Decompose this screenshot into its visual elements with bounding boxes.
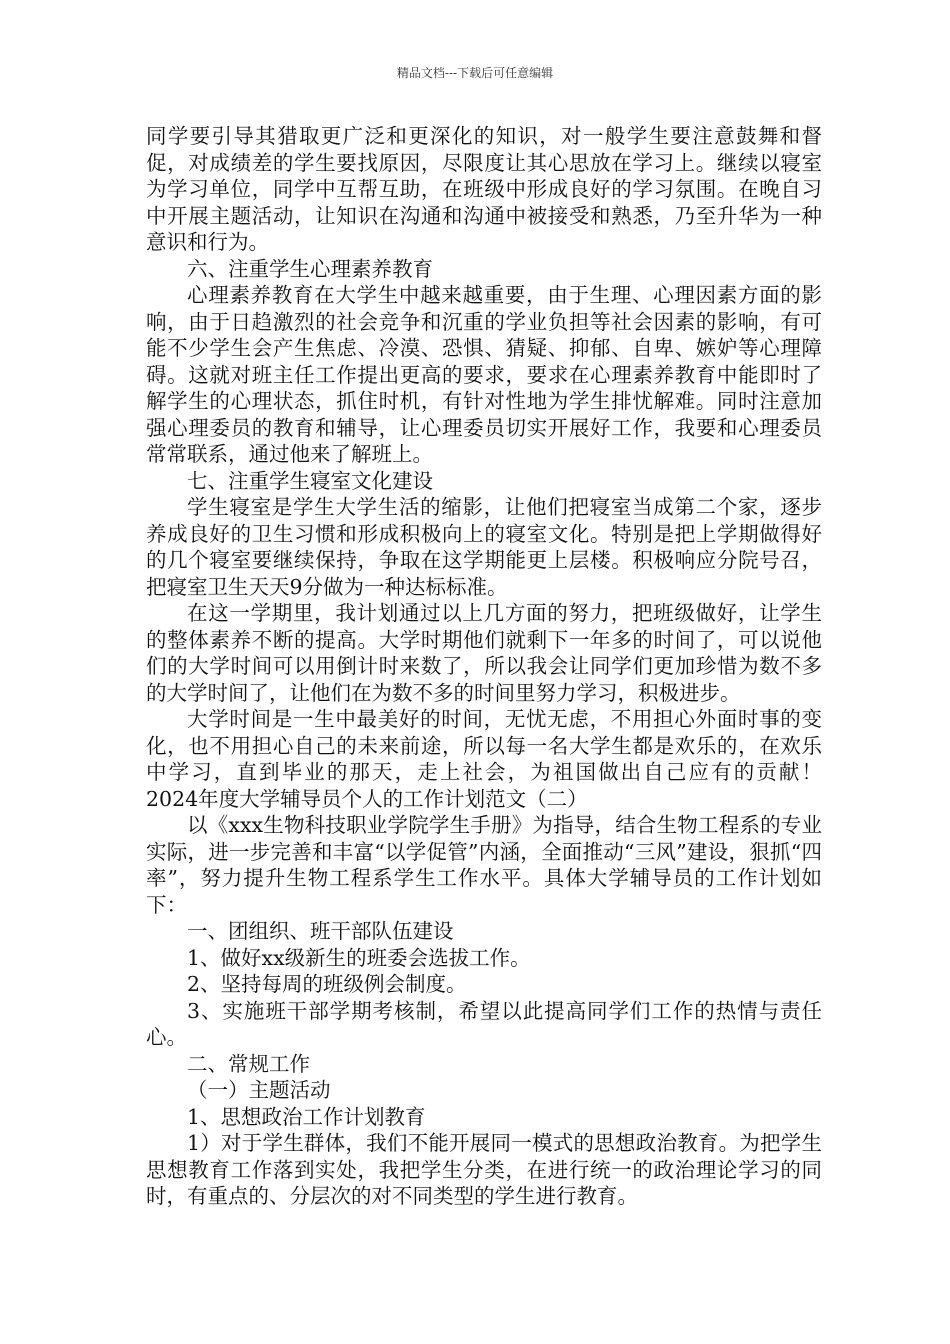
section-heading: 二、常规工作 (187, 1051, 310, 1076)
paragraph: 1）对于学生群体，我们不能开展同一模式的思想政治教育。为把学生思想教育工作落到实处，我把学生分类，在进行统一的政治理论学习的同时，有重点的、分层次的对不同类型的学生进行教育。 (146, 1131, 822, 1208)
document-body (146, 123, 884, 1210)
paragraph: 学生寝室是学生大学生活的缩影，让他们把寝室当成第二个家，逐步养成良好的卫生习惯和形成积极向上的寝室文化。特别是把上学期做得好的几个寝室要继续保持，争取在这学期能更上层楼。积极响应分院号召，把寝室卫生天天9分做为一种达标标准。 (146, 495, 822, 599)
subsection-heading: 1、思想政治工作计划教育 (187, 1104, 426, 1129)
page-header: 精品文档---下载后可任意编辑 (396, 66, 554, 80)
subsection-heading: （一）主题活动 (187, 1078, 331, 1102)
section-heading: 六、注重学生心理素养教育 (187, 256, 433, 281)
paragraph: 同学要引导其猎取更广泛和更深化的知识，对一般学生要注意鼓舞和督促，对成绩差的学生要找原因，尽限度让其心思放在学习上。继续以寝室为学习单位，同学中互帮互助，在班级中形成良好的学习氛围。在晚自习中开展主题活动，让知识在沟通和沟通中被接受和熟悉，乃至升华为一种意识和行为。 (146, 124, 822, 254)
list-item: 1、做好xx级新生的班委会选拔工作。 (187, 945, 531, 970)
list-item: 2、坚持每周的班级例会制度。 (187, 972, 467, 996)
section-heading: 一、团组织、班干部队伍建设 (187, 919, 454, 943)
paragraph: 大学时间是一生中最美好的时间，无忧无虑，不用担心外面时事的变化，也不用担心自己的未来前途，所以每一名大学生都是欢乐的，在欢乐中学习，直到毕业的那天，走上社会，为祖国做出自己应有的贡献！ 2024年度大学辅导员个人的工作计划范文（二） (146, 707, 884, 811)
paragraph: 心理素养教育在大学生中越来越重要，由于生理、心理因素方面的影响，由于日趋激烈的社会竞争和沉重的学业负担等社会因素的影响，有可能不少学生会产生焦虑、冷漠、恐惧、猜疑、抑郁、自卑、嫉妒等心理障碍。这就对班主任工作提出更高的要求，要求在心理素养教育中能即时了解学生的心理状态，抓住时机，有针对性地为学生排忧解难。同时注意加强心理委员的教育和辅导，让心理委员切实开展好工作，我要和心理委员常常联系，通过他来了解班上。 (146, 283, 822, 466)
paragraph: 在这一学期里，我计划通过以上几方面的努力，把班级做好，让学生的整体素养不断的提高。大学时期他们就剩下一年多的时间了，可以说他们的大学时间可以用倒计时来数了，所以我会让同学们更加珍惜为数不多的大学时间了，让他们在为数不多的时间里努力学习，积极进步。 (146, 601, 822, 705)
list-item: 3、实施班干部学期考核制，希望以此提高同学们工作的热情与责任心。 (146, 998, 822, 1049)
section-heading: 七、注重学生寝室文化建设 (187, 468, 433, 493)
paragraph: 以《xxx生物科技职业学院学生手册》为指导，结合生物工程系的专业实际，进一步完善和丰富“以学促管”内涵，全面推动“三风”建设，狠抓“四率”，努力提升生物工程系学生工作水平。具体大学辅导员的工作计划如下： (146, 813, 822, 917)
